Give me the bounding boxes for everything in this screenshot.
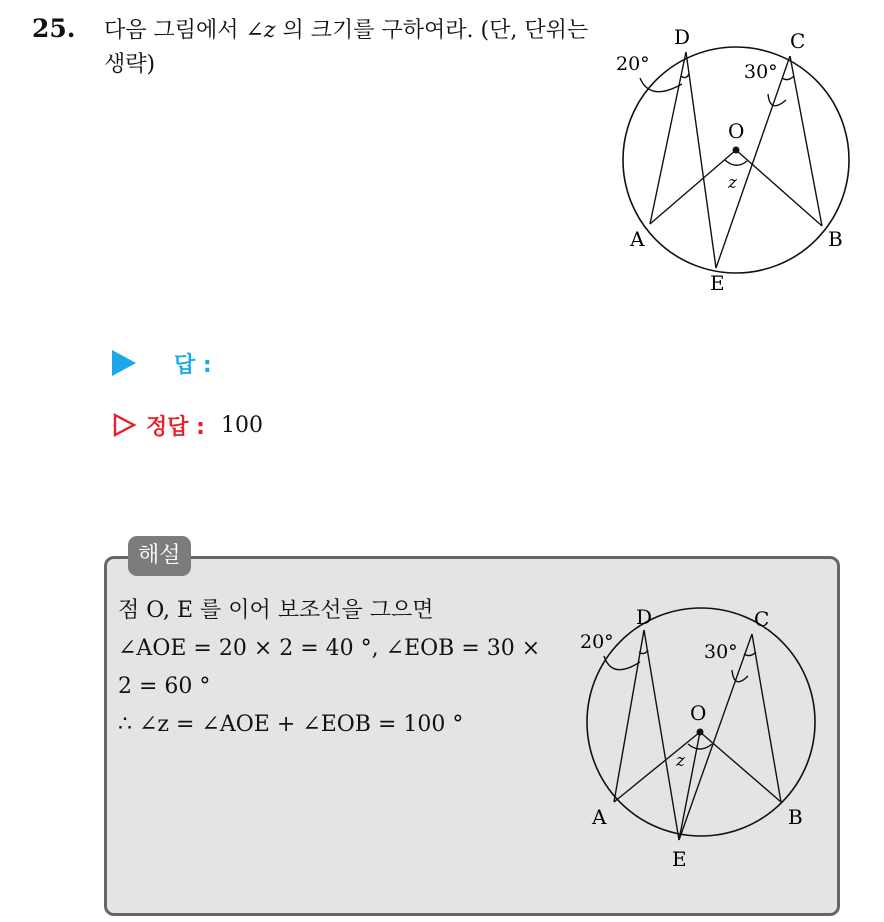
- angle-z-symbol: ∠z: [245, 18, 276, 43]
- answer-label: 답 :: [174, 352, 212, 378]
- label-e: E: [672, 847, 687, 871]
- angle-arc-c: [782, 76, 794, 80]
- radius-ao: [614, 732, 700, 802]
- question-text: [104, 14, 604, 82]
- center-dot: [697, 729, 704, 736]
- solution-figure: [576, 596, 836, 878]
- label-b: B: [788, 805, 803, 829]
- callout-d: [640, 78, 682, 92]
- angle-c-value: 30°: [744, 61, 778, 83]
- radius-ob: [700, 732, 781, 802]
- chord-cb: [752, 634, 781, 802]
- key-label: 정답 :: [146, 414, 205, 440]
- angle-arc-d: [681, 74, 689, 78]
- solution-text: [118, 592, 578, 744]
- label-z: z: [728, 173, 737, 193]
- center-dot: [733, 147, 740, 154]
- label-a: A: [630, 227, 645, 251]
- answer-row: [112, 346, 212, 380]
- chord-de: [644, 630, 679, 840]
- label-d: D: [636, 605, 653, 629]
- label-o: O: [728, 119, 745, 143]
- label-d: D: [674, 25, 691, 49]
- angle-arc-o: [725, 160, 747, 165]
- chord-ad: [614, 630, 644, 802]
- label-b: B: [828, 227, 843, 251]
- radius-ob: [736, 150, 822, 226]
- question-text-before: 다음 그림에서: [104, 18, 246, 43]
- angle-arc-o: [688, 744, 712, 749]
- circle-outline: [623, 47, 849, 273]
- play-arrow-icon: [112, 350, 136, 376]
- label-o: O: [690, 701, 707, 725]
- chord-de: [686, 52, 716, 268]
- angle-c-value: 30°: [704, 641, 738, 663]
- angle-d-value: 20°: [580, 631, 614, 653]
- problem-figure: [610, 20, 870, 300]
- label-c: C: [790, 29, 806, 53]
- callout-d: [604, 656, 640, 670]
- solution-line-2: ∠AOE = 20 × 2 = 40 °, ∠EOB = 30 ×: [118, 636, 541, 661]
- angle-d-value: 20°: [616, 53, 650, 75]
- chord-ec: [679, 634, 752, 840]
- label-z: z: [676, 751, 685, 771]
- solution-line-3: 2 = 60 °: [118, 674, 211, 699]
- label-e: E: [710, 271, 725, 295]
- label-a: A: [592, 805, 607, 829]
- callout-c: [732, 670, 748, 682]
- key-value: 100: [220, 412, 263, 438]
- label-c: C: [754, 607, 770, 631]
- question-text-after: 의 크기를 구하여라. (단, 단위는 생략): [104, 18, 589, 77]
- solution-line-4: ∴ ∠z = ∠AOE + ∠EOB = 100 °: [118, 712, 464, 737]
- solution-tab: 해설: [128, 536, 191, 576]
- key-row: [112, 408, 263, 442]
- outline-arrow-icon: [112, 412, 138, 438]
- callout-c: [768, 94, 786, 106]
- question-number: 25.: [32, 14, 76, 43]
- solution-line-1: 점 O, E 를 이어 보조선을 그으면: [118, 598, 434, 623]
